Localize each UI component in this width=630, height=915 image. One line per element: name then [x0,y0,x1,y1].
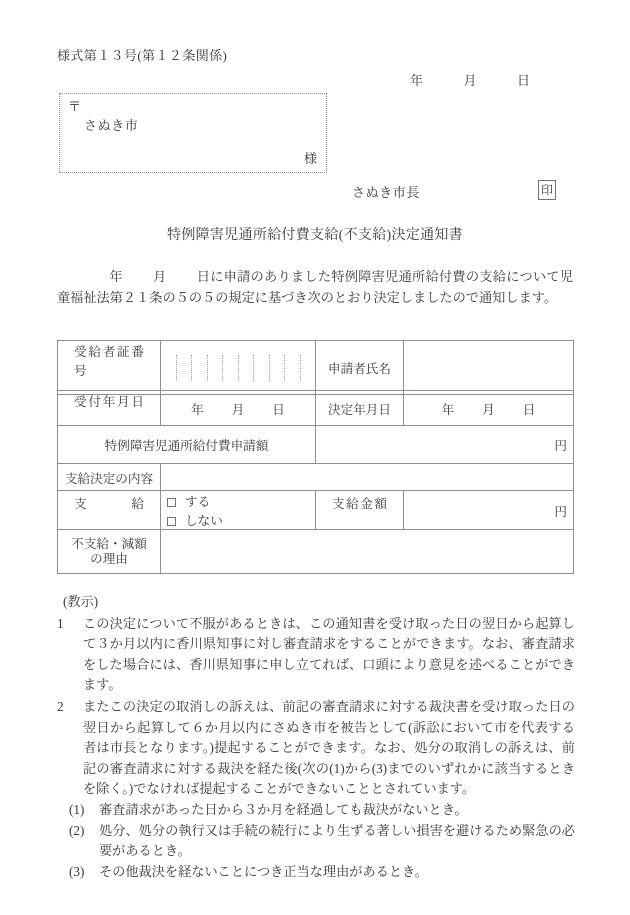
payment-option-no[interactable] [167,510,223,529]
recipient-honorific: 様 [303,151,317,166]
cert-cell[interactable] [192,355,208,381]
table-row [58,391,574,426]
document-title: 特例障害児通所給付費支給(不支給)決定通知書 [167,228,463,243]
received-date-field[interactable] [161,391,316,426]
decision-date-label: 決定年月日 [316,391,404,426]
decision-content-field[interactable] [161,464,574,491]
notice-sub-item-number: (2) [69,822,85,838]
received-date-month: 月 [231,402,245,417]
issuer-name: さぬき市長 [352,185,421,200]
notice-sub-item-text: 処分、処分の執行又は手続の続行により生ずる著しい損害を避けるため緊急の必要があるとき。 [99,822,575,859]
table-row [58,341,574,395]
received-date-year: 年 [191,402,204,417]
payment-amount-field[interactable] [404,491,574,530]
cert-cell[interactable] [208,355,224,381]
notice-item-text: またこの決定の取消しの訴えは、前記の審査請求に対する裁決書を受け取った日の翌日から起算して６か月以内にさぬき市を被告として(訴訟において市を代表する者は市長となります。)提起することができます。なお、処分の取消しの訴えは、前記の審査請求に対する裁決を経た後(次の(1)から(3)までのいずれかに該当するときを除く。)でなければ提起することができないこととされています。 [83,698,575,797]
recipient-table [57,340,574,395]
table-row [58,426,574,464]
decision-date-parts [410,399,567,418]
recipient-city: さぬき市 [84,118,139,133]
payment-option-yes[interactable] [167,491,210,510]
notice-heading: (教示) [63,594,99,609]
notice-item-text: この決定について不服があるときは、この通知書を受け取った日の翌日から起算して３か月以内に香川県知事に対し審査請求をすることができます。なお、審査請求をした場合には、香川県知事に申し立てれば、口頭により意見を述べることができます。 [83,615,575,693]
issue-date-month: 月 [463,73,477,88]
applicant-name-field[interactable] [404,341,574,395]
payment-amount-label: 支給金額 [316,491,404,530]
decision-date-day: 日 [522,402,536,417]
payment-option-no-label: しない [185,514,223,528]
payment-options[interactable] [161,491,316,530]
recipient-address-box [59,93,327,173]
decision-date-field[interactable] [404,391,574,426]
notice-sub-item-number: (3) [69,863,85,879]
issue-date-day: 日 [517,73,531,88]
cert-number-cells[interactable] [161,355,315,381]
decision-date-year: 年 [441,402,455,417]
claim-amount-field[interactable] [316,426,574,464]
applicant-name-label: 申請者氏名 [316,341,404,395]
payment-option-yes-label: する [185,495,211,509]
notice-sub-item-text: 審査請求があった日から３か月を経過しても裁決がないとき。 [99,801,468,817]
issue-date-line [410,70,530,89]
table-row [58,530,574,574]
notice-section [57,592,575,882]
notice-sub-item-text: その他裁決を経ないことにつき正当な理由があるとき。 [99,863,428,879]
reason-label-line1: 不支給・減額 [71,536,147,551]
payment-label: 支給 [58,491,161,530]
cert-cell[interactable] [301,355,316,381]
form-number: 様式第１３号(第１２条関係) [57,48,228,63]
cert-number-field[interactable] [161,341,316,395]
cert-number-label: 受給者証番号 [58,341,161,395]
notice-sub-item-number: (1) [69,801,85,817]
cert-cell[interactable] [177,355,193,381]
cert-cell[interactable] [161,355,177,381]
seal-stamp-icon: 印 [538,180,556,200]
checkbox-icon[interactable] [167,498,176,507]
notice-sub-item [69,800,575,821]
intro-month: 月 [152,269,167,284]
checkbox-icon[interactable] [167,517,176,526]
intro-year: 年 [109,269,123,284]
postal-mark-icon: 〒 [68,99,82,114]
notice-sub-item [69,862,575,883]
cert-cell[interactable] [270,355,286,381]
decision-table [57,390,574,574]
issue-date-year: 年 [410,73,424,88]
received-date-parts [167,399,309,418]
received-date-label: 受付年月日 [58,391,161,426]
intro-paragraph [57,266,573,308]
notice-item [57,697,575,800]
notice-item-number: 2 [57,698,64,714]
cert-cell[interactable] [285,355,301,381]
reason-label [58,530,161,574]
table-row [58,464,574,491]
payment-amount-unit: 円 [554,504,567,519]
cert-cell[interactable] [223,355,239,381]
notice-item [57,614,575,696]
reason-label-line2: の理由 [90,551,128,566]
decision-date-month: 月 [482,402,495,417]
received-date-day: 日 [272,402,285,417]
table-row [58,491,574,530]
claim-amount-unit: 円 [554,439,567,453]
cert-cell[interactable] [254,355,270,381]
decision-content-label: 支給決定の内容 [58,464,161,491]
notice-item-number: 1 [57,615,64,631]
reason-field[interactable] [161,530,574,574]
notice-sub-item [69,821,575,862]
claim-amount-label: 特例障害児通所給付費申請額 [58,426,316,464]
intro-body: 日に申請のありました特例障害児通所給付費の支給について児童福祉法第２１条の５の５の規定に基づき次のとおり決定しましたので通知します。 [57,269,574,305]
cert-cell[interactable] [239,355,255,381]
